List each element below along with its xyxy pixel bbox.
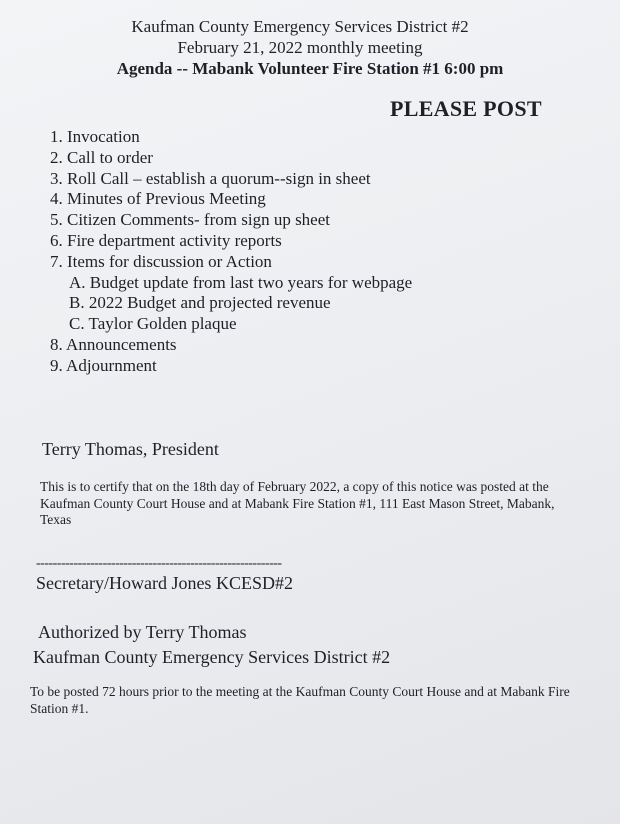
authorized-by: Authorized by Terry Thomas	[38, 622, 247, 642]
agenda-location-line: Agenda -- Mabank Volunteer Fire Station #1 6:00 pm	[116, 59, 504, 78]
agenda-item-invocation: 1. Invocation	[50, 127, 140, 146]
secretary-signature: Secretary/Howard Jones KCESD#2	[36, 573, 293, 593]
meeting-date: February 21, 2022 monthly meeting	[177, 38, 423, 57]
president-name: Terry Thomas, President	[42, 439, 219, 459]
agenda-list	[50, 127, 413, 377]
agenda-subitem-budget-update: A. Budget update from last two years for webpage	[69, 272, 413, 292]
agenda-subitem-plaque: C. Taylor Golden plaque	[69, 314, 237, 334]
signature-line: -----------------------------------------------------------	[36, 556, 282, 571]
agenda-item-discussion: 7. Items for discussion or Action	[50, 251, 272, 271]
agenda-item-call-to-order: 2. Call to order	[50, 147, 153, 167]
certification-text: This is to certify that on the 18th day of February 2022, a copy of this notice was posted at the Kaufman County Court House and at Mabank Fire Station #1, 111 East Mason Street, Mabank, Texas	[40, 479, 555, 527]
agenda-item-roll-call: 3. Roll Call – establish a quorum--sign in sheet	[50, 168, 371, 188]
agenda-item-fire-reports: 6. Fire department activity reports	[50, 230, 282, 250]
posting-note: To be posted 72 hours prior to the meeting at the Kaufman County Court House and at Mabank Fire Station #1.	[30, 684, 570, 716]
agenda-item-citizen-comments: 5. Citizen Comments- from sign up sheet	[50, 210, 330, 230]
please-post-heading: PLEASE POST	[390, 96, 542, 121]
district-title: Kaufman County Emergency Services District #2	[131, 17, 469, 36]
agenda-item-minutes: 4. Minutes of Previous Meeting	[50, 189, 266, 209]
agenda-item-adjournment: 9. Adjournment	[50, 355, 157, 375]
district-name: Kaufman County Emergency Services District #2	[33, 647, 391, 667]
agenda-item-announcements: 8. Announcements	[50, 334, 177, 354]
agenda-subitem-budget-revenue: B. 2022 Budget and projected revenue	[69, 293, 331, 313]
